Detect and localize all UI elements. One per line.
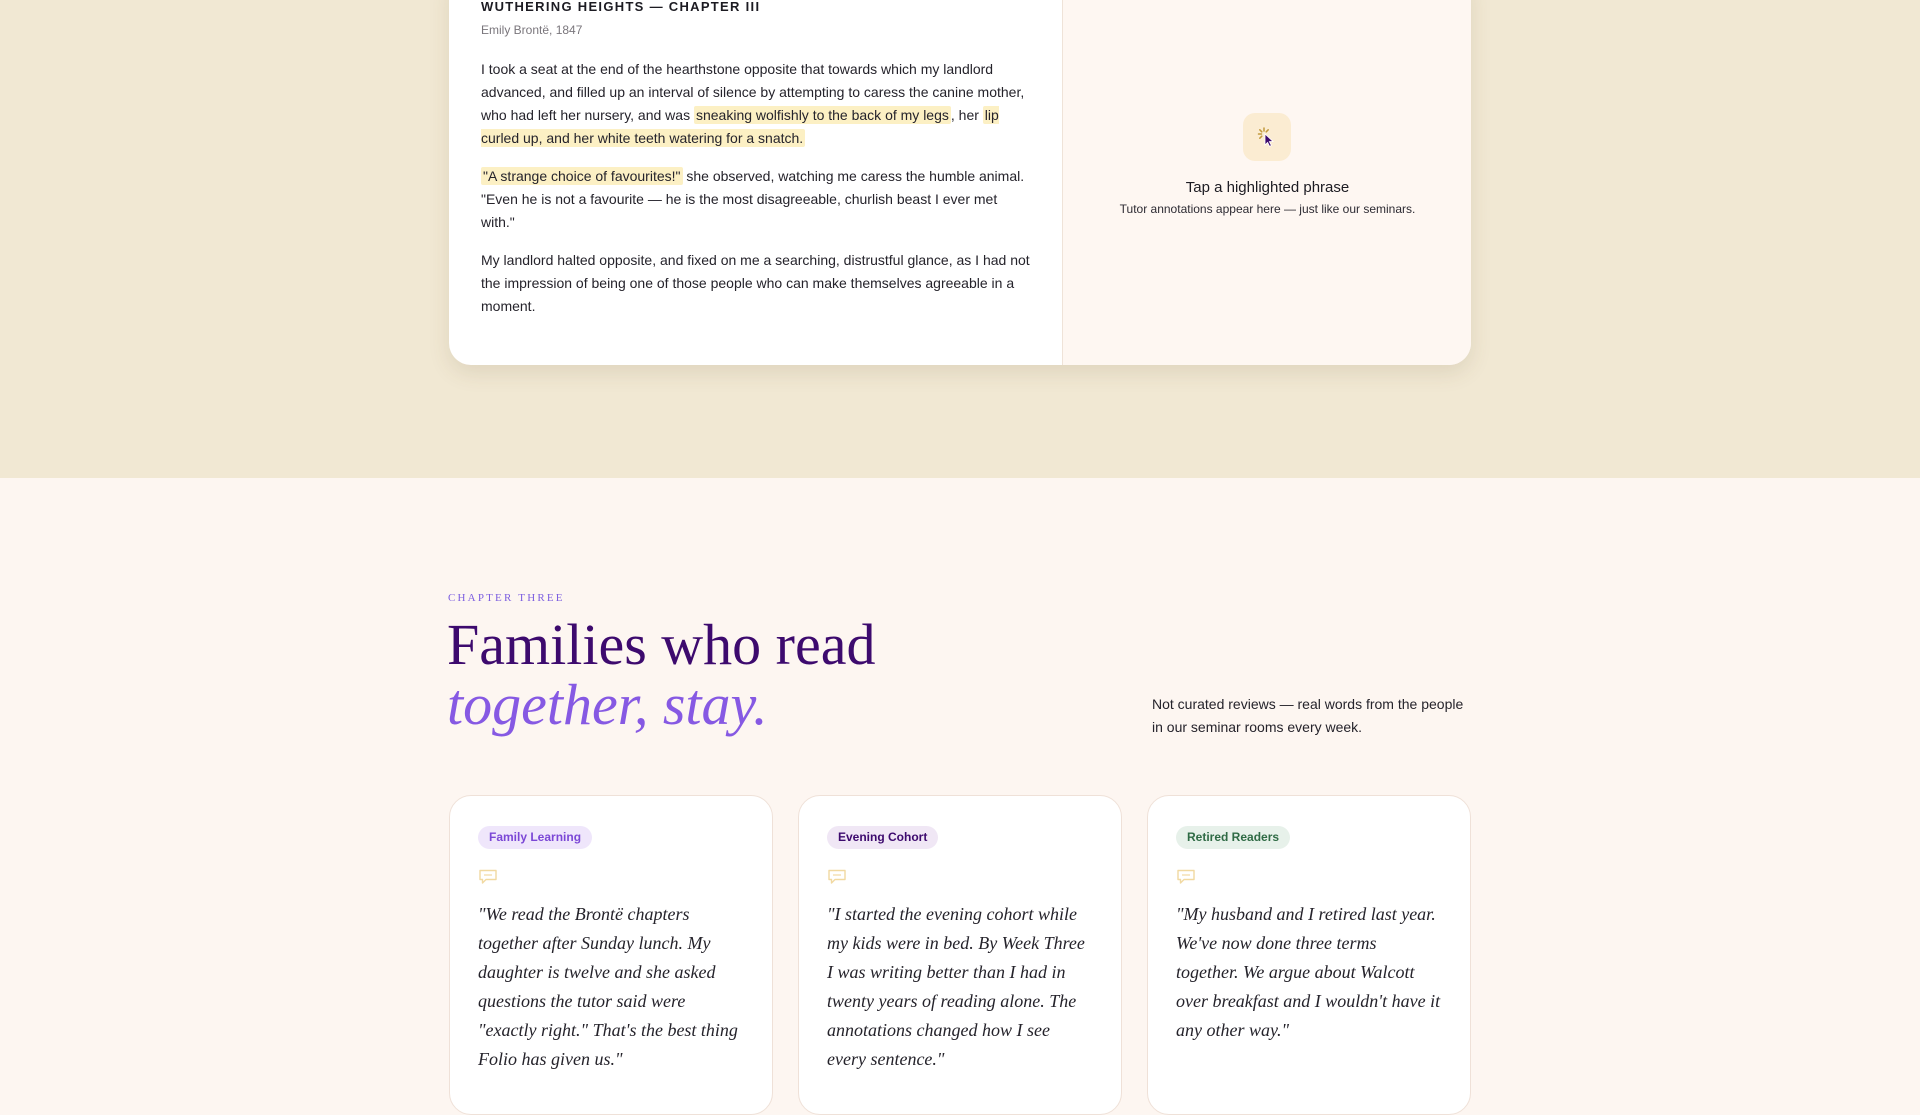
passage-paragraph: My landlord halted opposite, and fixed on me a searching, distrustful glance, as I had not the impression of being one of those people who can make themselves agreeable in a moment. <box>481 252 1030 314</box>
book-author-year: Emily Brontë, 1847 <box>481 23 583 37</box>
testimonial-card <box>449 795 773 1115</box>
testimonial-quote: "We read the Brontë chapters together after Sunday lunch. My daughter is twelve and she asked questions the tutor said were "exactly right." That's the best thing Folio has given us." <box>478 904 738 1069</box>
highlighted-phrase[interactable]: sneaking wolfishly to the back of my legs <box>695 107 949 123</box>
testimonial-card <box>798 795 1122 1115</box>
section-intro: Not curated reviews — real words from the people in our seminar rooms every week. <box>1152 696 1464 735</box>
testimonial-quote: "I started the evening cohort while my kids were in bed. By Week Three I was writing better than I had in twenty years of reading alone. The annotations changed how I see every sentence." <box>827 904 1085 1069</box>
quote-bubble-icon <box>827 869 847 885</box>
quote-bubble-icon <box>1176 869 1196 885</box>
reader-passage-panel <box>449 0 1062 365</box>
testimonial-tag: Evening Cohort <box>827 826 938 849</box>
reader-demo-band <box>0 0 1920 478</box>
quote-bubble-icon <box>478 869 498 885</box>
highlighted-phrase[interactable]: lip curled up, and her white teeth watering for a snatch. <box>481 107 999 146</box>
testimonial-tag: Retired Readers <box>1176 826 1290 849</box>
book-title: WUTHERING HEIGHTS — CHAPTER III <box>481 0 761 14</box>
annotation-prompt-subtitle: Tutor annotations appear here — just like our seminars. <box>1119 202 1416 216</box>
annotation-panel <box>1062 0 1471 365</box>
annotated-reader-card <box>449 0 1471 365</box>
passage <box>481 58 1030 318</box>
section-headline: Families who read together, stay. <box>447 612 876 737</box>
highlighted-phrase[interactable]: "A strange choice of favourites!" <box>483 168 681 184</box>
testimonial-card <box>1147 795 1471 1115</box>
testimonial-tag: Family Learning <box>478 826 592 849</box>
section-eyebrow: CHAPTER THREE <box>448 592 565 604</box>
annotation-prompt-title: Tap a highlighted phrase <box>1185 179 1350 196</box>
passage-paragraph: "A strange choice of favourites!" she observed, watching me caress the humble animal. "Even he is not a favourite — he is the most disagreeable, churlish beast I ever met with." <box>481 168 1025 230</box>
testimonial-quote: "My husband and I retired last year. We've now done three terms together. We argue about Walcott over breakfast and I wouldn't have it any other way." <box>1176 904 1441 1040</box>
tap-pointer-icon <box>1243 113 1291 161</box>
passage-paragraph: I took a seat at the end of the hearthstone opposite that towards which my landlord advanced, and filled up an interval of silence by attempting to caress the canine mother, who had left her nursery, and was sneaking wolfishly to the back of my legs , her lip curled up, and her white teeth watering for a snatch. <box>481 61 1025 146</box>
